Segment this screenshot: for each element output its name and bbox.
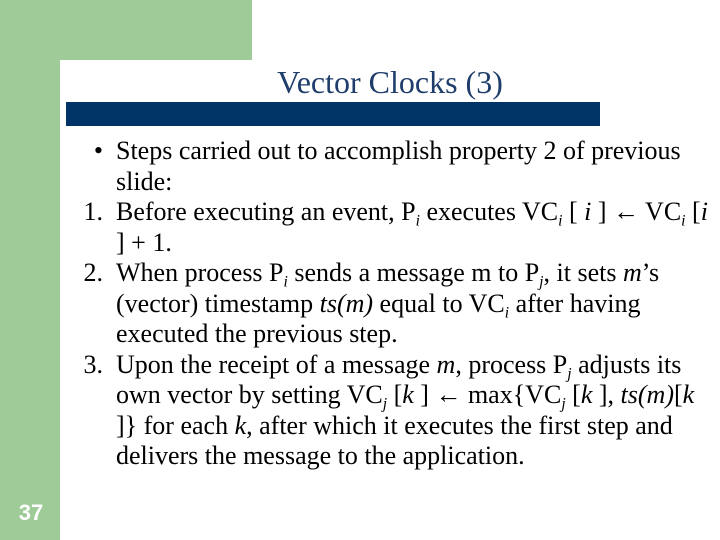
step-1-number: 1. xyxy=(83,197,103,226)
top-decoration xyxy=(0,0,252,60)
list-item-step-3 xyxy=(56,350,720,472)
step-2-number: 2. xyxy=(83,258,103,287)
list-item-step-1 xyxy=(56,197,720,258)
step-2-text: When process $P_i$ sends a message m to $P_j$, it sets m’s (vector) timestamp ts(m) equal to $VC_i$ after having executed the previous step. xyxy=(116,258,660,348)
step-3-number: 3. xyxy=(83,349,103,379)
step-3-text: Upon the receipt of a message m, process $P_j$ adjusts its own vector by setting $VC_j$ [k ] ← $\max\{VC_j$ [k ], ts(m)[k ]} for each k, after which it executes the first step and delivers the message to the application. xyxy=(116,349,695,470)
title-bar xyxy=(66,102,600,126)
intro-text: Steps carried out to accomplish property 2 of previous slide: xyxy=(116,136,681,196)
list-item-intro xyxy=(56,136,720,197)
slide-content xyxy=(56,136,720,472)
bullet-marker: • xyxy=(93,136,103,165)
list-item-step-2 xyxy=(56,258,720,350)
slide-number: 37 xyxy=(18,500,44,525)
slide-title: Vector Clocks (3) xyxy=(277,64,503,100)
step-1-text: Before executing an event, $P_i$ executes $VC_i$ [ i ] ← $VC_i$ [i ] + 1. xyxy=(116,197,708,257)
sidebar-decoration xyxy=(0,0,60,540)
